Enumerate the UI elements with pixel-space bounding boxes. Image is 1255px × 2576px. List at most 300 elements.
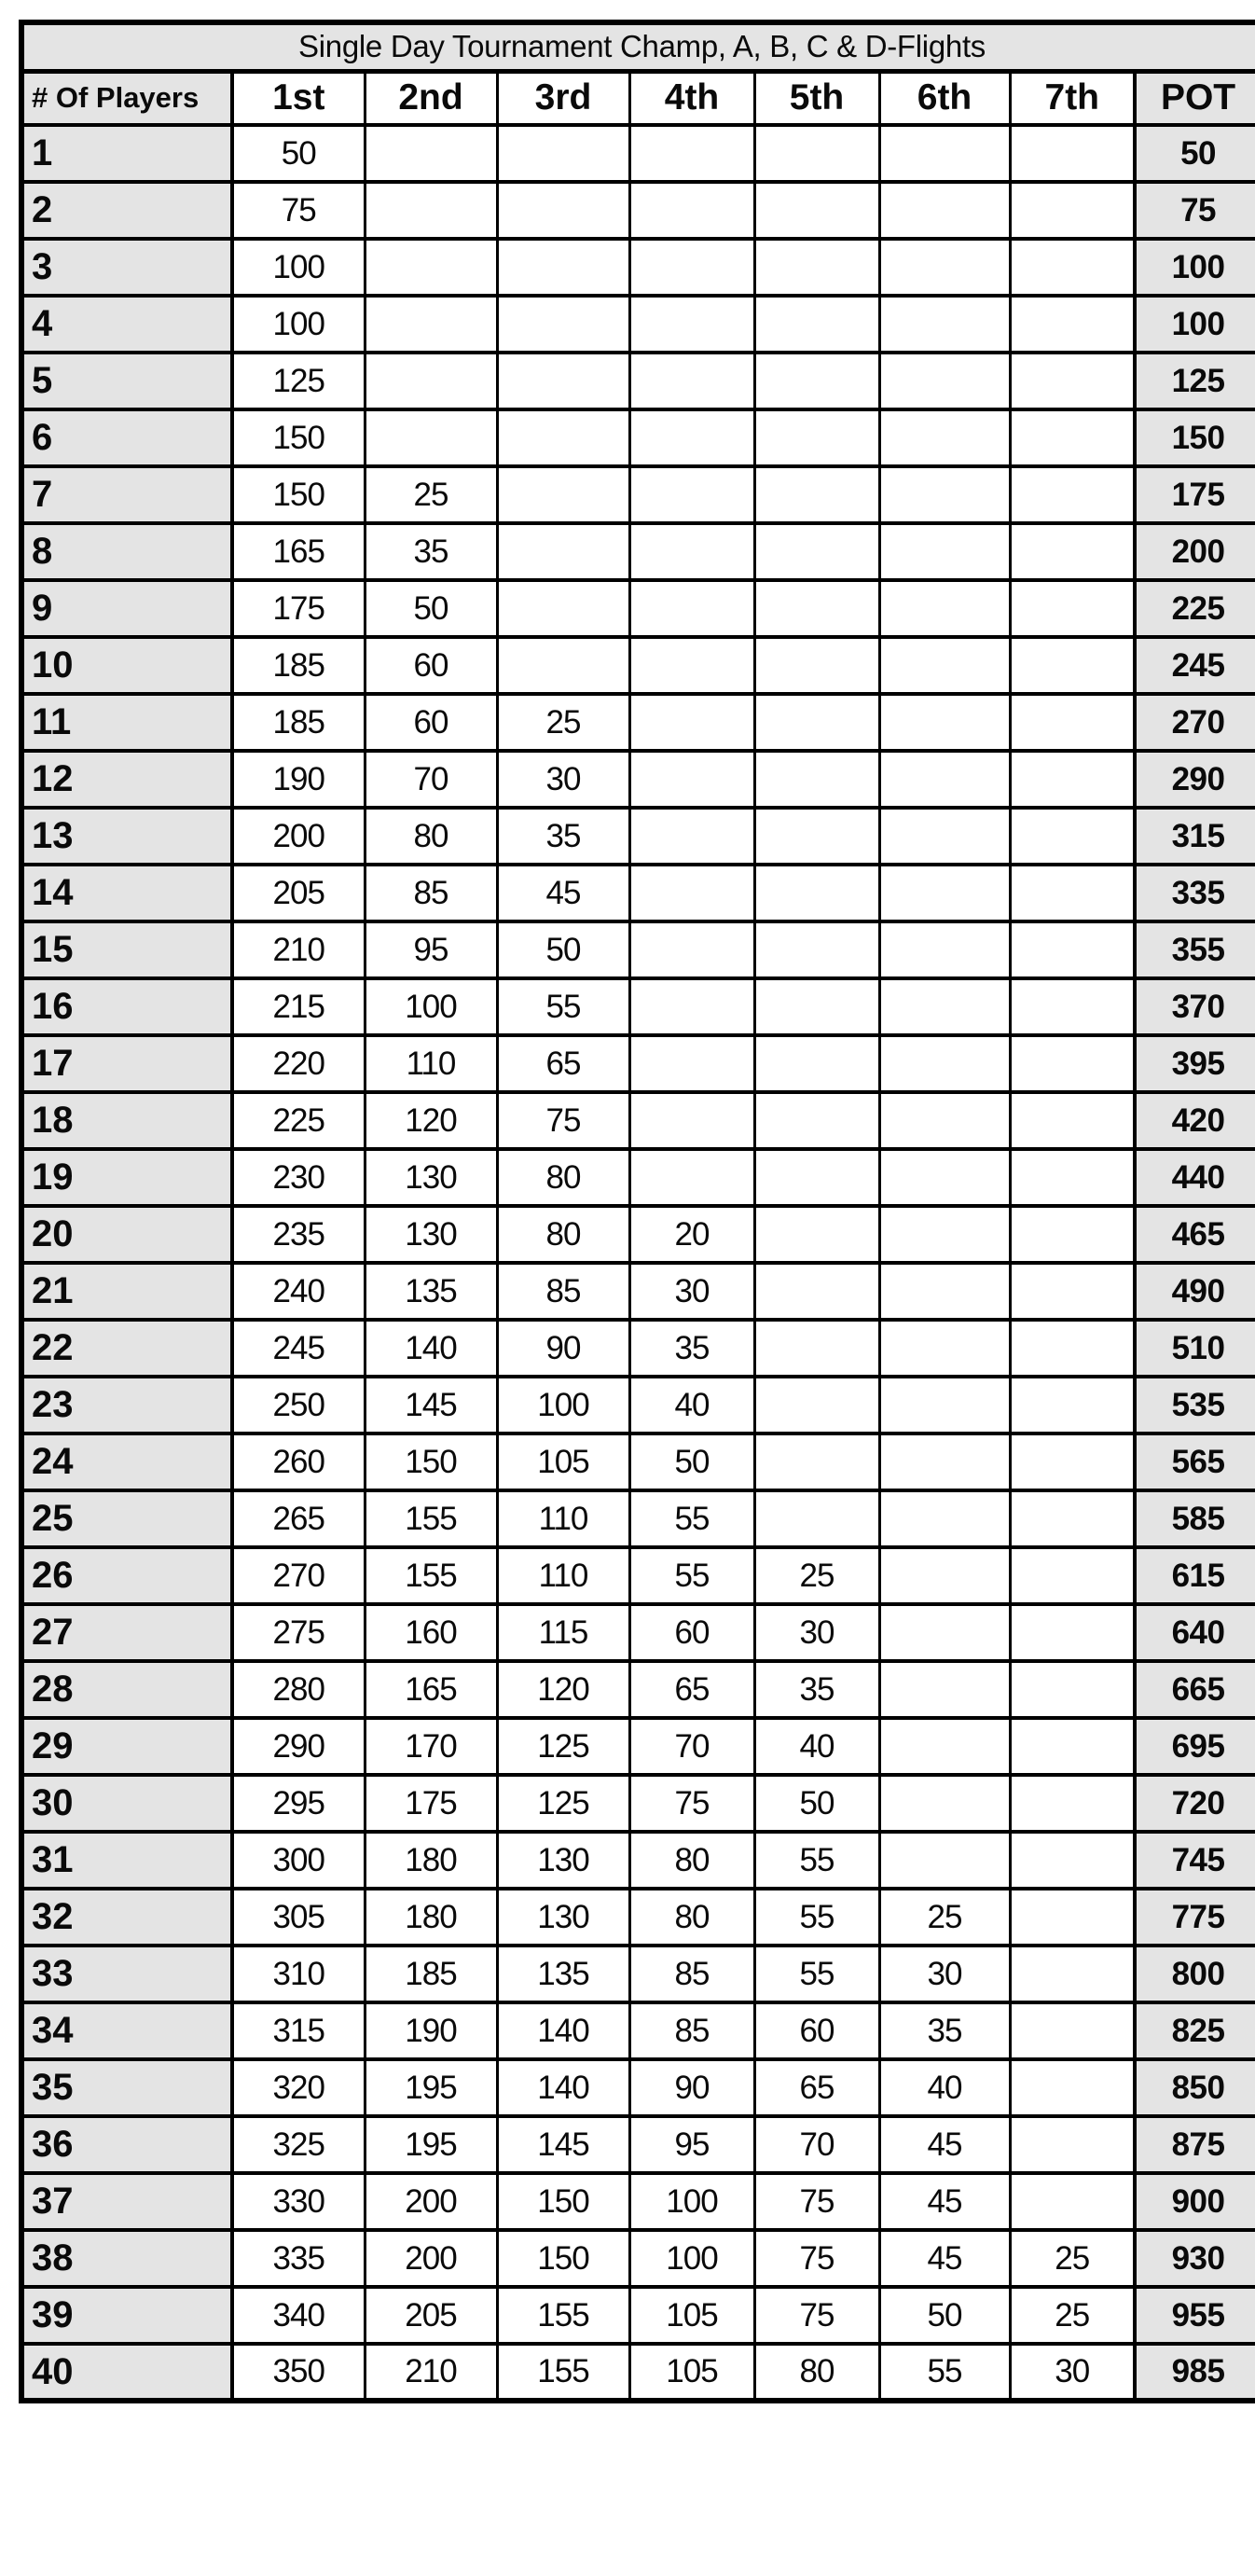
- payout-cell-1st: 100: [232, 296, 365, 353]
- payout-cell-1st: 125: [232, 353, 365, 409]
- payout-cell-3rd: 110: [497, 1547, 629, 1604]
- payout-cell-3rd: 105: [497, 1433, 629, 1490]
- pot-total-cell: 775: [1135, 1889, 1255, 1946]
- players-count-cell: 34: [21, 2002, 232, 2059]
- payout-cell-2nd: 210: [365, 2344, 497, 2401]
- payout-cell-5th: [754, 580, 879, 637]
- payout-cell-5th: 55: [754, 1889, 879, 1946]
- payout-cell-2nd: [365, 409, 497, 466]
- payout-cell-3rd: 110: [497, 1490, 629, 1547]
- payout-cell-7th: [1010, 1889, 1135, 1946]
- payout-cell-4th: [629, 239, 754, 296]
- payout-cell-6th: [879, 1604, 1010, 1661]
- pot-total-cell: 745: [1135, 1832, 1255, 1889]
- payout-cell-6th: [879, 466, 1010, 523]
- pot-total-cell: 720: [1135, 1775, 1255, 1832]
- payout-cell-5th: 75: [754, 2173, 879, 2230]
- payout-cell-3rd: [497, 637, 629, 694]
- pot-total-cell: 315: [1135, 808, 1255, 865]
- table-row-36-players: [21, 2116, 1255, 2173]
- payout-cell-1st: 225: [232, 1092, 365, 1149]
- players-count-cell: 7: [21, 466, 232, 523]
- pot-total-cell: 245: [1135, 637, 1255, 694]
- pot-total-cell: 465: [1135, 1206, 1255, 1263]
- payout-cell-1st: 265: [232, 1490, 365, 1547]
- payout-cell-4th: [629, 978, 754, 1035]
- payout-cell-4th: 85: [629, 2002, 754, 2059]
- payout-cell-2nd: 140: [365, 1320, 497, 1377]
- payout-cell-2nd: 60: [365, 694, 497, 751]
- pot-total-cell: 825: [1135, 2002, 1255, 2059]
- payout-cell-1st: 270: [232, 1547, 365, 1604]
- payout-cell-1st: 340: [232, 2287, 365, 2344]
- pot-total-cell: 290: [1135, 751, 1255, 808]
- payout-cell-4th: [629, 865, 754, 921]
- payout-cell-1st: 185: [232, 694, 365, 751]
- players-count-cell: 4: [21, 296, 232, 353]
- payout-cell-1st: 275: [232, 1604, 365, 1661]
- players-count-cell: 39: [21, 2287, 232, 2344]
- table-row-35-players: [21, 2059, 1255, 2116]
- payout-cell-7th: [1010, 580, 1135, 637]
- payout-cell-3rd: 140: [497, 2002, 629, 2059]
- payout-cell-6th: 35: [879, 2002, 1010, 2059]
- payout-cell-2nd: 180: [365, 1889, 497, 1946]
- table-row-28-players: [21, 1661, 1255, 1718]
- pot-total-cell: 875: [1135, 2116, 1255, 2173]
- table-row-12-players: [21, 751, 1255, 808]
- payout-cell-4th: 35: [629, 1320, 754, 1377]
- payout-cell-5th: [754, 637, 879, 694]
- payout-cell-3rd: [497, 580, 629, 637]
- players-count-cell: 30: [21, 1775, 232, 1832]
- payout-cell-1st: 165: [232, 523, 365, 580]
- payout-cell-6th: [879, 1718, 1010, 1775]
- payout-cell-7th: 25: [1010, 2230, 1135, 2287]
- payout-cell-2nd: 50: [365, 580, 497, 637]
- payout-cell-5th: [754, 466, 879, 523]
- payout-cell-6th: [879, 580, 1010, 637]
- players-count-cell: 37: [21, 2173, 232, 2230]
- payout-cell-4th: 55: [629, 1547, 754, 1604]
- pot-total-cell: 440: [1135, 1149, 1255, 1206]
- payout-cell-4th: 100: [629, 2173, 754, 2230]
- payout-cell-3rd: 100: [497, 1377, 629, 1433]
- payout-cell-5th: [754, 239, 879, 296]
- players-count-cell: 10: [21, 637, 232, 694]
- payout-cell-2nd: 175: [365, 1775, 497, 1832]
- payout-cell-1st: 310: [232, 1946, 365, 2002]
- payout-cell-4th: [629, 182, 754, 239]
- payout-cell-3rd: 150: [497, 2230, 629, 2287]
- payout-cell-1st: 280: [232, 1661, 365, 1718]
- payout-cell-2nd: 135: [365, 1263, 497, 1320]
- payout-cell-1st: 290: [232, 1718, 365, 1775]
- column-header-3rd: 3rd: [497, 71, 629, 125]
- players-count-cell: 22: [21, 1320, 232, 1377]
- payout-cell-3rd: 125: [497, 1718, 629, 1775]
- table-row-13-players: [21, 808, 1255, 865]
- payout-cell-1st: 300: [232, 1832, 365, 1889]
- payout-cell-1st: 190: [232, 751, 365, 808]
- column-header-of-players: # Of Players: [21, 71, 232, 125]
- payout-cell-2nd: 195: [365, 2059, 497, 2116]
- title-row: [21, 22, 1255, 71]
- payout-cell-3rd: 125: [497, 1775, 629, 1832]
- payout-cell-4th: 65: [629, 1661, 754, 1718]
- payout-cell-2nd: 25: [365, 466, 497, 523]
- table-row-16-players: [21, 978, 1255, 1035]
- column-header-2nd: 2nd: [365, 71, 497, 125]
- payout-cell-1st: 205: [232, 865, 365, 921]
- payout-cell-7th: [1010, 523, 1135, 580]
- table-row-1-players: [21, 125, 1255, 182]
- payout-cell-5th: [754, 182, 879, 239]
- payout-cell-7th: 25: [1010, 2287, 1135, 2344]
- table-row-30-players: [21, 1775, 1255, 1832]
- payout-cell-7th: [1010, 694, 1135, 751]
- payout-cell-6th: 25: [879, 1889, 1010, 1946]
- players-count-cell: 23: [21, 1377, 232, 1433]
- payout-cell-4th: 60: [629, 1604, 754, 1661]
- payout-cell-6th: 50: [879, 2287, 1010, 2344]
- payout-cell-4th: [629, 523, 754, 580]
- payout-cell-4th: [629, 580, 754, 637]
- payout-cell-6th: [879, 296, 1010, 353]
- pot-total-cell: 125: [1135, 353, 1255, 409]
- payout-cell-4th: 20: [629, 1206, 754, 1263]
- payout-cell-3rd: [497, 296, 629, 353]
- payout-cell-3rd: 155: [497, 2287, 629, 2344]
- payout-cell-6th: [879, 125, 1010, 182]
- payout-cell-6th: [879, 1092, 1010, 1149]
- payout-cell-2nd: 120: [365, 1092, 497, 1149]
- payout-cell-6th: [879, 808, 1010, 865]
- pot-total-cell: 665: [1135, 1661, 1255, 1718]
- payout-cell-2nd: 185: [365, 1946, 497, 2002]
- payout-cell-7th: [1010, 1206, 1135, 1263]
- payout-cell-2nd: [365, 125, 497, 182]
- payout-cell-7th: [1010, 296, 1135, 353]
- payout-cell-2nd: 200: [365, 2230, 497, 2287]
- payout-cell-3rd: 130: [497, 1889, 629, 1946]
- payout-cell-3rd: 140: [497, 2059, 629, 2116]
- payout-cell-6th: 30: [879, 1946, 1010, 2002]
- payout-cell-2nd: 190: [365, 2002, 497, 2059]
- payout-cell-3rd: 85: [497, 1263, 629, 1320]
- payout-cell-2nd: 70: [365, 751, 497, 808]
- payout-cell-1st: 50: [232, 125, 365, 182]
- table-row-2-players: [21, 182, 1255, 239]
- payout-cell-2nd: [365, 296, 497, 353]
- players-count-cell: 17: [21, 1035, 232, 1092]
- payout-cell-3rd: 55: [497, 978, 629, 1035]
- players-count-cell: 21: [21, 1263, 232, 1320]
- players-count-cell: 12: [21, 751, 232, 808]
- payout-cell-7th: [1010, 865, 1135, 921]
- pot-total-cell: 985: [1135, 2344, 1255, 2401]
- payout-cell-7th: [1010, 2173, 1135, 2230]
- payout-cell-2nd: [365, 182, 497, 239]
- payout-cell-1st: 295: [232, 1775, 365, 1832]
- payout-cell-4th: 75: [629, 1775, 754, 1832]
- payout-cell-5th: 30: [754, 1604, 879, 1661]
- payout-cell-6th: [879, 921, 1010, 978]
- payout-cell-4th: 85: [629, 1946, 754, 2002]
- players-count-cell: 9: [21, 580, 232, 637]
- payout-cell-5th: [754, 1035, 879, 1092]
- column-header-1st: 1st: [232, 71, 365, 125]
- pot-total-cell: 100: [1135, 296, 1255, 353]
- payout-cell-4th: 90: [629, 2059, 754, 2116]
- players-count-cell: 8: [21, 523, 232, 580]
- payout-cell-3rd: 135: [497, 1946, 629, 2002]
- pot-total-cell: 640: [1135, 1604, 1255, 1661]
- players-count-cell: 26: [21, 1547, 232, 1604]
- pot-total-cell: 335: [1135, 865, 1255, 921]
- payout-cell-1st: 175: [232, 580, 365, 637]
- table-row-33-players: [21, 1946, 1255, 2002]
- payout-cell-5th: [754, 296, 879, 353]
- payout-cell-2nd: 160: [365, 1604, 497, 1661]
- payout-cell-4th: 70: [629, 1718, 754, 1775]
- payout-cell-7th: [1010, 1661, 1135, 1718]
- payout-cell-3rd: 35: [497, 808, 629, 865]
- table-row-6-players: [21, 409, 1255, 466]
- payout-cell-4th: 40: [629, 1377, 754, 1433]
- payout-cell-2nd: 170: [365, 1718, 497, 1775]
- payout-cell-1st: 315: [232, 2002, 365, 2059]
- payout-cell-3rd: 145: [497, 2116, 629, 2173]
- payout-cell-4th: [629, 694, 754, 751]
- payout-cell-6th: [879, 978, 1010, 1035]
- payout-cell-6th: [879, 865, 1010, 921]
- payout-cell-4th: 105: [629, 2287, 754, 2344]
- payout-cell-5th: 55: [754, 1946, 879, 2002]
- table-row-14-players: [21, 865, 1255, 921]
- payout-cell-7th: [1010, 466, 1135, 523]
- pot-total-cell: 535: [1135, 1377, 1255, 1433]
- payout-cell-5th: [754, 523, 879, 580]
- payout-cell-2nd: 60: [365, 637, 497, 694]
- payout-cell-3rd: 155: [497, 2344, 629, 2401]
- payout-cell-1st: 230: [232, 1149, 365, 1206]
- payout-cell-5th: [754, 1206, 879, 1263]
- payout-cell-6th: 45: [879, 2230, 1010, 2287]
- payout-cell-2nd: 155: [365, 1547, 497, 1604]
- pot-total-cell: 510: [1135, 1320, 1255, 1377]
- table-row-40-players: [21, 2344, 1255, 2401]
- players-count-cell: 15: [21, 921, 232, 978]
- payout-cell-5th: 80: [754, 2344, 879, 2401]
- players-count-cell: 19: [21, 1149, 232, 1206]
- pot-total-cell: 565: [1135, 1433, 1255, 1490]
- pot-total-cell: 75: [1135, 182, 1255, 239]
- payout-cell-4th: [629, 637, 754, 694]
- payout-cell-4th: [629, 921, 754, 978]
- pot-total-cell: 395: [1135, 1035, 1255, 1092]
- payout-cell-5th: 75: [754, 2287, 879, 2344]
- column-header-pot: POT: [1135, 71, 1255, 125]
- payout-cell-4th: [629, 808, 754, 865]
- table-row-8-players: [21, 523, 1255, 580]
- payout-cell-2nd: 85: [365, 865, 497, 921]
- players-count-cell: 13: [21, 808, 232, 865]
- players-count-cell: 5: [21, 353, 232, 409]
- table-row-18-players: [21, 1092, 1255, 1149]
- payout-cell-5th: 60: [754, 2002, 879, 2059]
- table-row-29-players: [21, 1718, 1255, 1775]
- payout-cell-5th: [754, 1377, 879, 1433]
- pot-total-cell: 615: [1135, 1547, 1255, 1604]
- payout-cell-4th: [629, 125, 754, 182]
- payout-cell-4th: [629, 751, 754, 808]
- payout-cell-3rd: [497, 239, 629, 296]
- payout-cell-7th: [1010, 1320, 1135, 1377]
- payout-cell-1st: 215: [232, 978, 365, 1035]
- payout-cell-7th: [1010, 125, 1135, 182]
- payout-cell-4th: 95: [629, 2116, 754, 2173]
- payout-cell-6th: [879, 1377, 1010, 1433]
- payout-cell-5th: 35: [754, 1661, 879, 1718]
- payout-cell-1st: 220: [232, 1035, 365, 1092]
- pot-total-cell: 850: [1135, 2059, 1255, 2116]
- payout-cell-6th: [879, 637, 1010, 694]
- payout-cell-5th: [754, 1320, 879, 1377]
- payout-cell-1st: 245: [232, 1320, 365, 1377]
- table-row-4-players: [21, 296, 1255, 353]
- payout-cell-4th: [629, 353, 754, 409]
- payout-cell-6th: [879, 409, 1010, 466]
- table-row-9-players: [21, 580, 1255, 637]
- players-count-cell: 14: [21, 865, 232, 921]
- table-row-26-players: [21, 1547, 1255, 1604]
- pot-total-cell: 955: [1135, 2287, 1255, 2344]
- payout-cell-6th: 45: [879, 2116, 1010, 2173]
- payout-cell-2nd: 35: [365, 523, 497, 580]
- table-row-17-players: [21, 1035, 1255, 1092]
- table-row-11-players: [21, 694, 1255, 751]
- payout-cell-7th: [1010, 1035, 1135, 1092]
- payout-cell-5th: [754, 808, 879, 865]
- table-row-39-players: [21, 2287, 1255, 2344]
- payout-cell-5th: 70: [754, 2116, 879, 2173]
- payout-cell-2nd: 165: [365, 1661, 497, 1718]
- payout-cell-5th: 75: [754, 2230, 879, 2287]
- payout-cell-4th: 100: [629, 2230, 754, 2287]
- players-count-cell: 3: [21, 239, 232, 296]
- payout-cell-3rd: 80: [497, 1206, 629, 1263]
- pot-total-cell: 585: [1135, 1490, 1255, 1547]
- table-row-15-players: [21, 921, 1255, 978]
- payout-cell-7th: [1010, 409, 1135, 466]
- payout-cell-7th: [1010, 1547, 1135, 1604]
- payout-cell-7th: [1010, 1946, 1135, 2002]
- payout-cell-6th: [879, 1661, 1010, 1718]
- pot-total-cell: 150: [1135, 409, 1255, 466]
- payout-cell-6th: [879, 1035, 1010, 1092]
- payout-cell-4th: 80: [629, 1889, 754, 1946]
- payout-cell-1st: 350: [232, 2344, 365, 2401]
- payout-cell-5th: 65: [754, 2059, 879, 2116]
- payout-cell-3rd: 130: [497, 1832, 629, 1889]
- payout-cell-5th: [754, 751, 879, 808]
- payout-cell-2nd: 145: [365, 1377, 497, 1433]
- payout-cell-5th: [754, 694, 879, 751]
- table-title: Single Day Tournament Champ, A, B, C & D-Flights: [21, 22, 1255, 71]
- payout-cell-6th: [879, 1433, 1010, 1490]
- payout-cell-5th: [754, 921, 879, 978]
- payout-cell-1st: 330: [232, 2173, 365, 2230]
- table-row-7-players: [21, 466, 1255, 523]
- players-count-cell: 32: [21, 1889, 232, 1946]
- payout-cell-4th: [629, 296, 754, 353]
- payout-cell-4th: 80: [629, 1832, 754, 1889]
- payout-cell-1st: 100: [232, 239, 365, 296]
- payout-cell-2nd: [365, 353, 497, 409]
- payout-cell-7th: [1010, 1604, 1135, 1661]
- payout-cell-7th: 30: [1010, 2344, 1135, 2401]
- players-count-cell: 27: [21, 1604, 232, 1661]
- players-count-cell: 36: [21, 2116, 232, 2173]
- players-count-cell: 35: [21, 2059, 232, 2116]
- payout-cell-4th: 55: [629, 1490, 754, 1547]
- payout-cell-5th: [754, 409, 879, 466]
- payout-cell-7th: [1010, 808, 1135, 865]
- payout-cell-3rd: 50: [497, 921, 629, 978]
- payout-cell-4th: [629, 1092, 754, 1149]
- payout-cell-7th: [1010, 1092, 1135, 1149]
- payout-cell-7th: [1010, 1149, 1135, 1206]
- pot-total-cell: 355: [1135, 921, 1255, 978]
- pot-total-cell: 695: [1135, 1718, 1255, 1775]
- payout-cell-3rd: [497, 182, 629, 239]
- payout-cell-7th: [1010, 751, 1135, 808]
- column-header-5th: 5th: [754, 71, 879, 125]
- payout-cell-2nd: 130: [365, 1149, 497, 1206]
- payout-cell-6th: [879, 523, 1010, 580]
- players-count-cell: 40: [21, 2344, 232, 2401]
- payout-cell-3rd: [497, 353, 629, 409]
- payout-cell-5th: 40: [754, 1718, 879, 1775]
- payout-cell-7th: [1010, 239, 1135, 296]
- payout-cell-6th: 55: [879, 2344, 1010, 2401]
- table-row-3-players: [21, 239, 1255, 296]
- table-row-27-players: [21, 1604, 1255, 1661]
- payout-cell-3rd: 120: [497, 1661, 629, 1718]
- payout-cell-6th: [879, 1832, 1010, 1889]
- payout-cell-3rd: 150: [497, 2173, 629, 2230]
- pot-total-cell: 100: [1135, 239, 1255, 296]
- pot-total-cell: 175: [1135, 466, 1255, 523]
- payout-cell-1st: 335: [232, 2230, 365, 2287]
- payout-cell-1st: 150: [232, 466, 365, 523]
- payout-cell-7th: [1010, 637, 1135, 694]
- pot-total-cell: 200: [1135, 523, 1255, 580]
- header-row: [21, 71, 1255, 125]
- payout-cell-2nd: 205: [365, 2287, 497, 2344]
- players-count-cell: 11: [21, 694, 232, 751]
- payout-cell-5th: 55: [754, 1832, 879, 1889]
- payout-cell-6th: [879, 1149, 1010, 1206]
- pot-total-cell: 930: [1135, 2230, 1255, 2287]
- payout-cell-7th: [1010, 1433, 1135, 1490]
- table-row-21-players: [21, 1263, 1255, 1320]
- payout-cell-5th: 50: [754, 1775, 879, 1832]
- payout-cell-3rd: 80: [497, 1149, 629, 1206]
- payout-cell-7th: [1010, 2059, 1135, 2116]
- payout-cell-1st: 325: [232, 2116, 365, 2173]
